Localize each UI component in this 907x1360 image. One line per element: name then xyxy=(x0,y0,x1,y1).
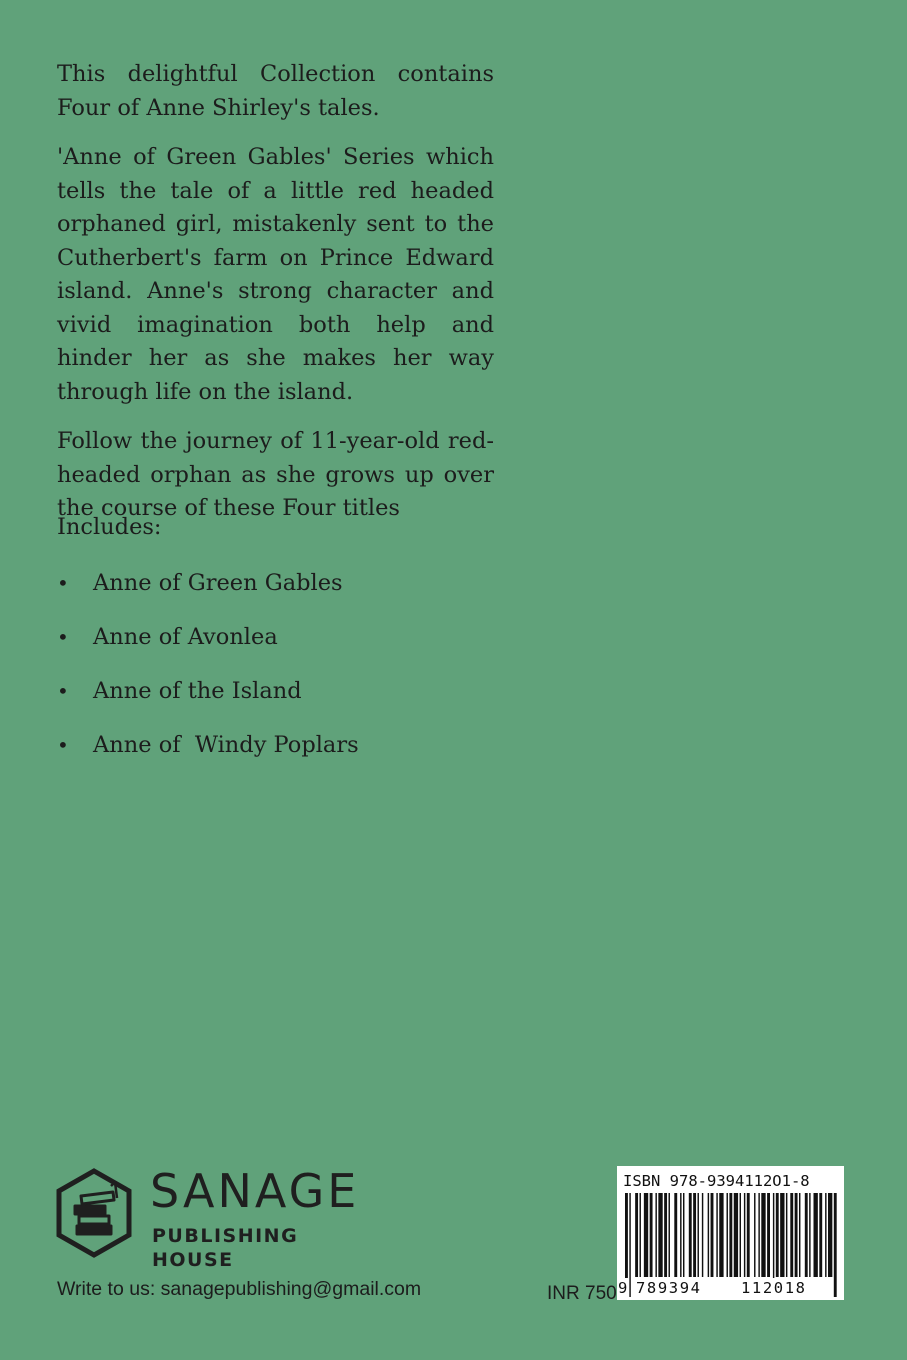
barcode-bar xyxy=(761,1193,765,1277)
barcode-bar xyxy=(629,1193,630,1297)
barcode-bar xyxy=(689,1193,692,1277)
barcode-bar xyxy=(805,1193,808,1277)
barcode-bar xyxy=(814,1193,818,1277)
barcode-digit-first: 9 xyxy=(618,1279,629,1297)
title-label: Anne of Avonlea xyxy=(93,624,278,650)
barcode-bar xyxy=(680,1193,681,1277)
contact-line: Write to us: sanagepublishing@gmail.com xyxy=(57,1278,422,1300)
blurb-paragraph-intro: This delightful Collection contains Four of Anne Shirley's tales. xyxy=(57,61,494,121)
barcode-bar xyxy=(795,1193,798,1277)
barcode-bar xyxy=(693,1193,696,1277)
bullet-icon: • xyxy=(57,625,69,649)
title-label: Anne of Green Gables xyxy=(93,570,343,596)
barcode-bar xyxy=(698,1193,699,1277)
blurb-paragraph-journey: Follow the journey of 11-year-old red-headed orphan as she grows up over the course of these Four titles xyxy=(57,428,494,521)
barcode-bar xyxy=(729,1193,732,1277)
barcode-bar xyxy=(635,1193,638,1277)
barcode-bar xyxy=(747,1193,750,1277)
publisher-name: SANAGE xyxy=(150,1164,360,1218)
barcode-bar xyxy=(719,1193,723,1277)
isbn-label: ISBN 978-9394112O1-8 xyxy=(623,1172,810,1190)
barcode-bar xyxy=(708,1193,709,1277)
barcode-digit-group-right: 112018 xyxy=(741,1279,807,1297)
isbn-barcode xyxy=(617,1166,844,1300)
barcode-bar xyxy=(799,1193,800,1277)
back-cover-blurb xyxy=(57,58,494,542)
barcode-bar xyxy=(650,1193,653,1277)
barcode-bar xyxy=(819,1193,822,1277)
barcode-bar xyxy=(716,1193,717,1277)
publisher-logo xyxy=(55,1164,385,1271)
barcode-bar xyxy=(786,1193,787,1277)
barcode-bar xyxy=(644,1193,648,1277)
title-label: Anne of Windy Poplars xyxy=(93,732,359,758)
barcode-bar xyxy=(683,1193,684,1277)
barcode-bar xyxy=(640,1193,641,1277)
barcode-bar xyxy=(674,1193,677,1277)
includes-label: Includes: xyxy=(57,514,162,540)
barcode-bar xyxy=(727,1193,728,1277)
barcode-bar xyxy=(734,1193,738,1277)
list-item xyxy=(57,728,359,782)
bullet-icon: • xyxy=(57,571,69,595)
bullet-icon: • xyxy=(57,679,69,703)
barcode-bar xyxy=(780,1193,784,1277)
list-item xyxy=(57,674,359,728)
barcode-bar xyxy=(790,1193,793,1277)
barcode-bar xyxy=(664,1193,667,1277)
barcode-bar xyxy=(825,1193,826,1277)
blurb-paragraph-series: 'Anne of Green Gables' Series which tells the tale of a little red headed orphaned girl, mistakenly sent to the Cutherbert's farm on Prince Edward island. Anne's strong character and vivid imagination both help and hinder her as she makes her way through life on the island. xyxy=(57,144,494,405)
barcode-bar xyxy=(754,1193,755,1277)
barcode-bar xyxy=(776,1193,779,1277)
barcode-bar xyxy=(669,1193,670,1277)
barcode-bar xyxy=(767,1193,770,1277)
bullet-icon: • xyxy=(57,733,69,757)
list-item xyxy=(57,620,359,674)
barcode-bar xyxy=(740,1193,741,1277)
barcode-bar xyxy=(809,1193,810,1277)
included-titles-list xyxy=(57,566,359,782)
books-hexagon-icon xyxy=(55,1168,133,1258)
barcode-bar xyxy=(702,1193,703,1277)
barcode-bar xyxy=(834,1193,837,1297)
barcode-digit-group-left: 789394 xyxy=(636,1279,702,1297)
price-label: INR 750 xyxy=(547,1283,617,1304)
barcode-bar xyxy=(828,1193,832,1277)
barcode-bar xyxy=(744,1193,745,1277)
title-label: Anne of the Island xyxy=(93,678,302,704)
list-item xyxy=(57,566,359,620)
publisher-subtitle: PUBLISHING HOUSE xyxy=(152,1225,299,1271)
barcode-bar xyxy=(658,1193,662,1277)
barcode-bar xyxy=(758,1193,759,1277)
barcode-bar xyxy=(655,1193,656,1277)
barcode-bar xyxy=(711,1193,714,1277)
